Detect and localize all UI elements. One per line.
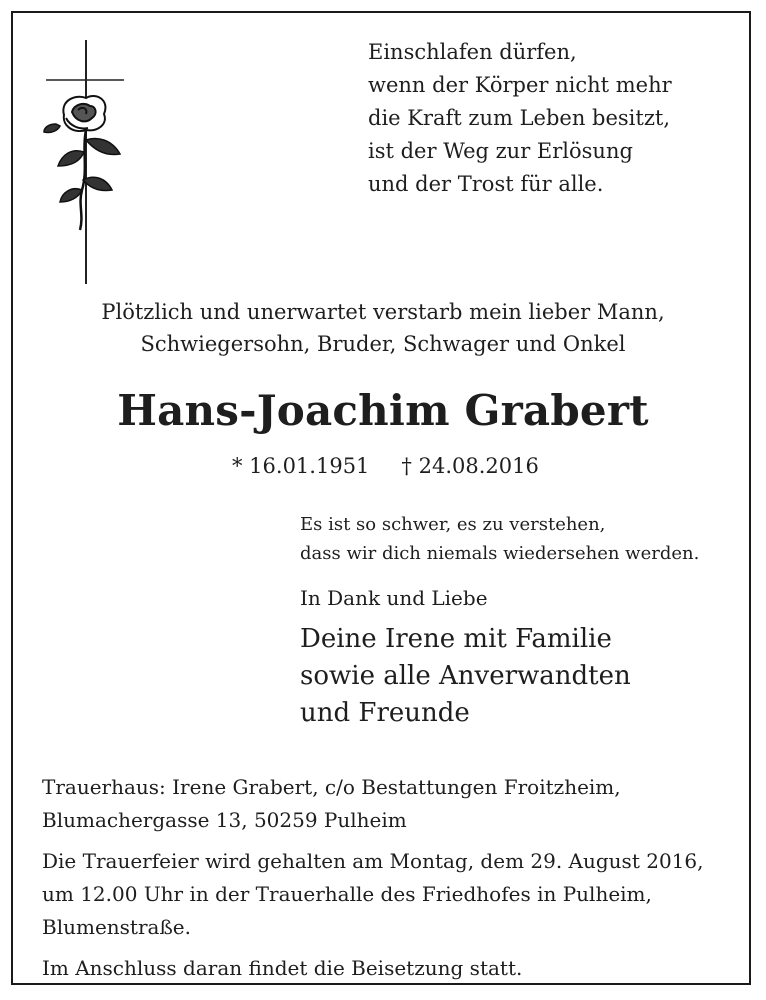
poem-line: und der Trost für alle. [368, 172, 604, 196]
signoff-line: Deine Irene mit Familie [300, 624, 612, 654]
poem-line: die Kraft zum Leben besitzt, [368, 106, 670, 130]
signoff-line: sowie alle Anverwandten [300, 661, 631, 691]
poem-line: ist der Weg zur Erlösung [368, 139, 633, 163]
announcement-line: Plötzlich und unerwartet verstarb mein lieber Mann, [101, 300, 665, 324]
burial-line: Im Anschluss daran findet die Beisetzung statt. [42, 956, 523, 980]
death-date: † 24.08.2016 [401, 454, 539, 478]
ceremony-line: Blumenstraße. [42, 915, 191, 939]
memorial-quote [300, 510, 699, 568]
life-dates [232, 454, 539, 478]
cross-with-rose-icon [36, 40, 146, 290]
quote-line: dass wir dich niemals wiedersehen werden. [300, 543, 700, 564]
thanks-line: In Dank und Liebe [300, 586, 488, 610]
mourning-house-line: Blumachergasse 13, 50259 Pulheim [42, 808, 407, 832]
poem-line: wenn der Körper nicht mehr [368, 73, 672, 97]
mourning-house-line: Trauerhaus: Irene Grabert, c/o Bestattungen Froitzheim, [42, 775, 621, 799]
death-announcement [0, 296, 766, 360]
birth-date: * 16.01.1951 [232, 454, 370, 478]
mourners-signoff [300, 621, 631, 732]
deceased-name: Hans-Joachim Grabert [117, 386, 649, 435]
signoff-line: und Freunde [300, 698, 470, 728]
quote-line: Es ist so schwer, es zu verstehen, [300, 514, 606, 535]
poem [368, 36, 672, 201]
funeral-details [42, 771, 703, 985]
ceremony-line: um 12.00 Uhr in der Trauerhalle des Friedhofes in Pulheim, [42, 882, 652, 906]
poem-line: Einschlafen dürfen, [368, 40, 577, 64]
announcement-line: Schwiegersohn, Bruder, Schwager und Onkel [140, 332, 626, 356]
ceremony-line: Die Trauerfeier wird gehalten am Montag, dem 29. August 2016, [42, 849, 704, 873]
